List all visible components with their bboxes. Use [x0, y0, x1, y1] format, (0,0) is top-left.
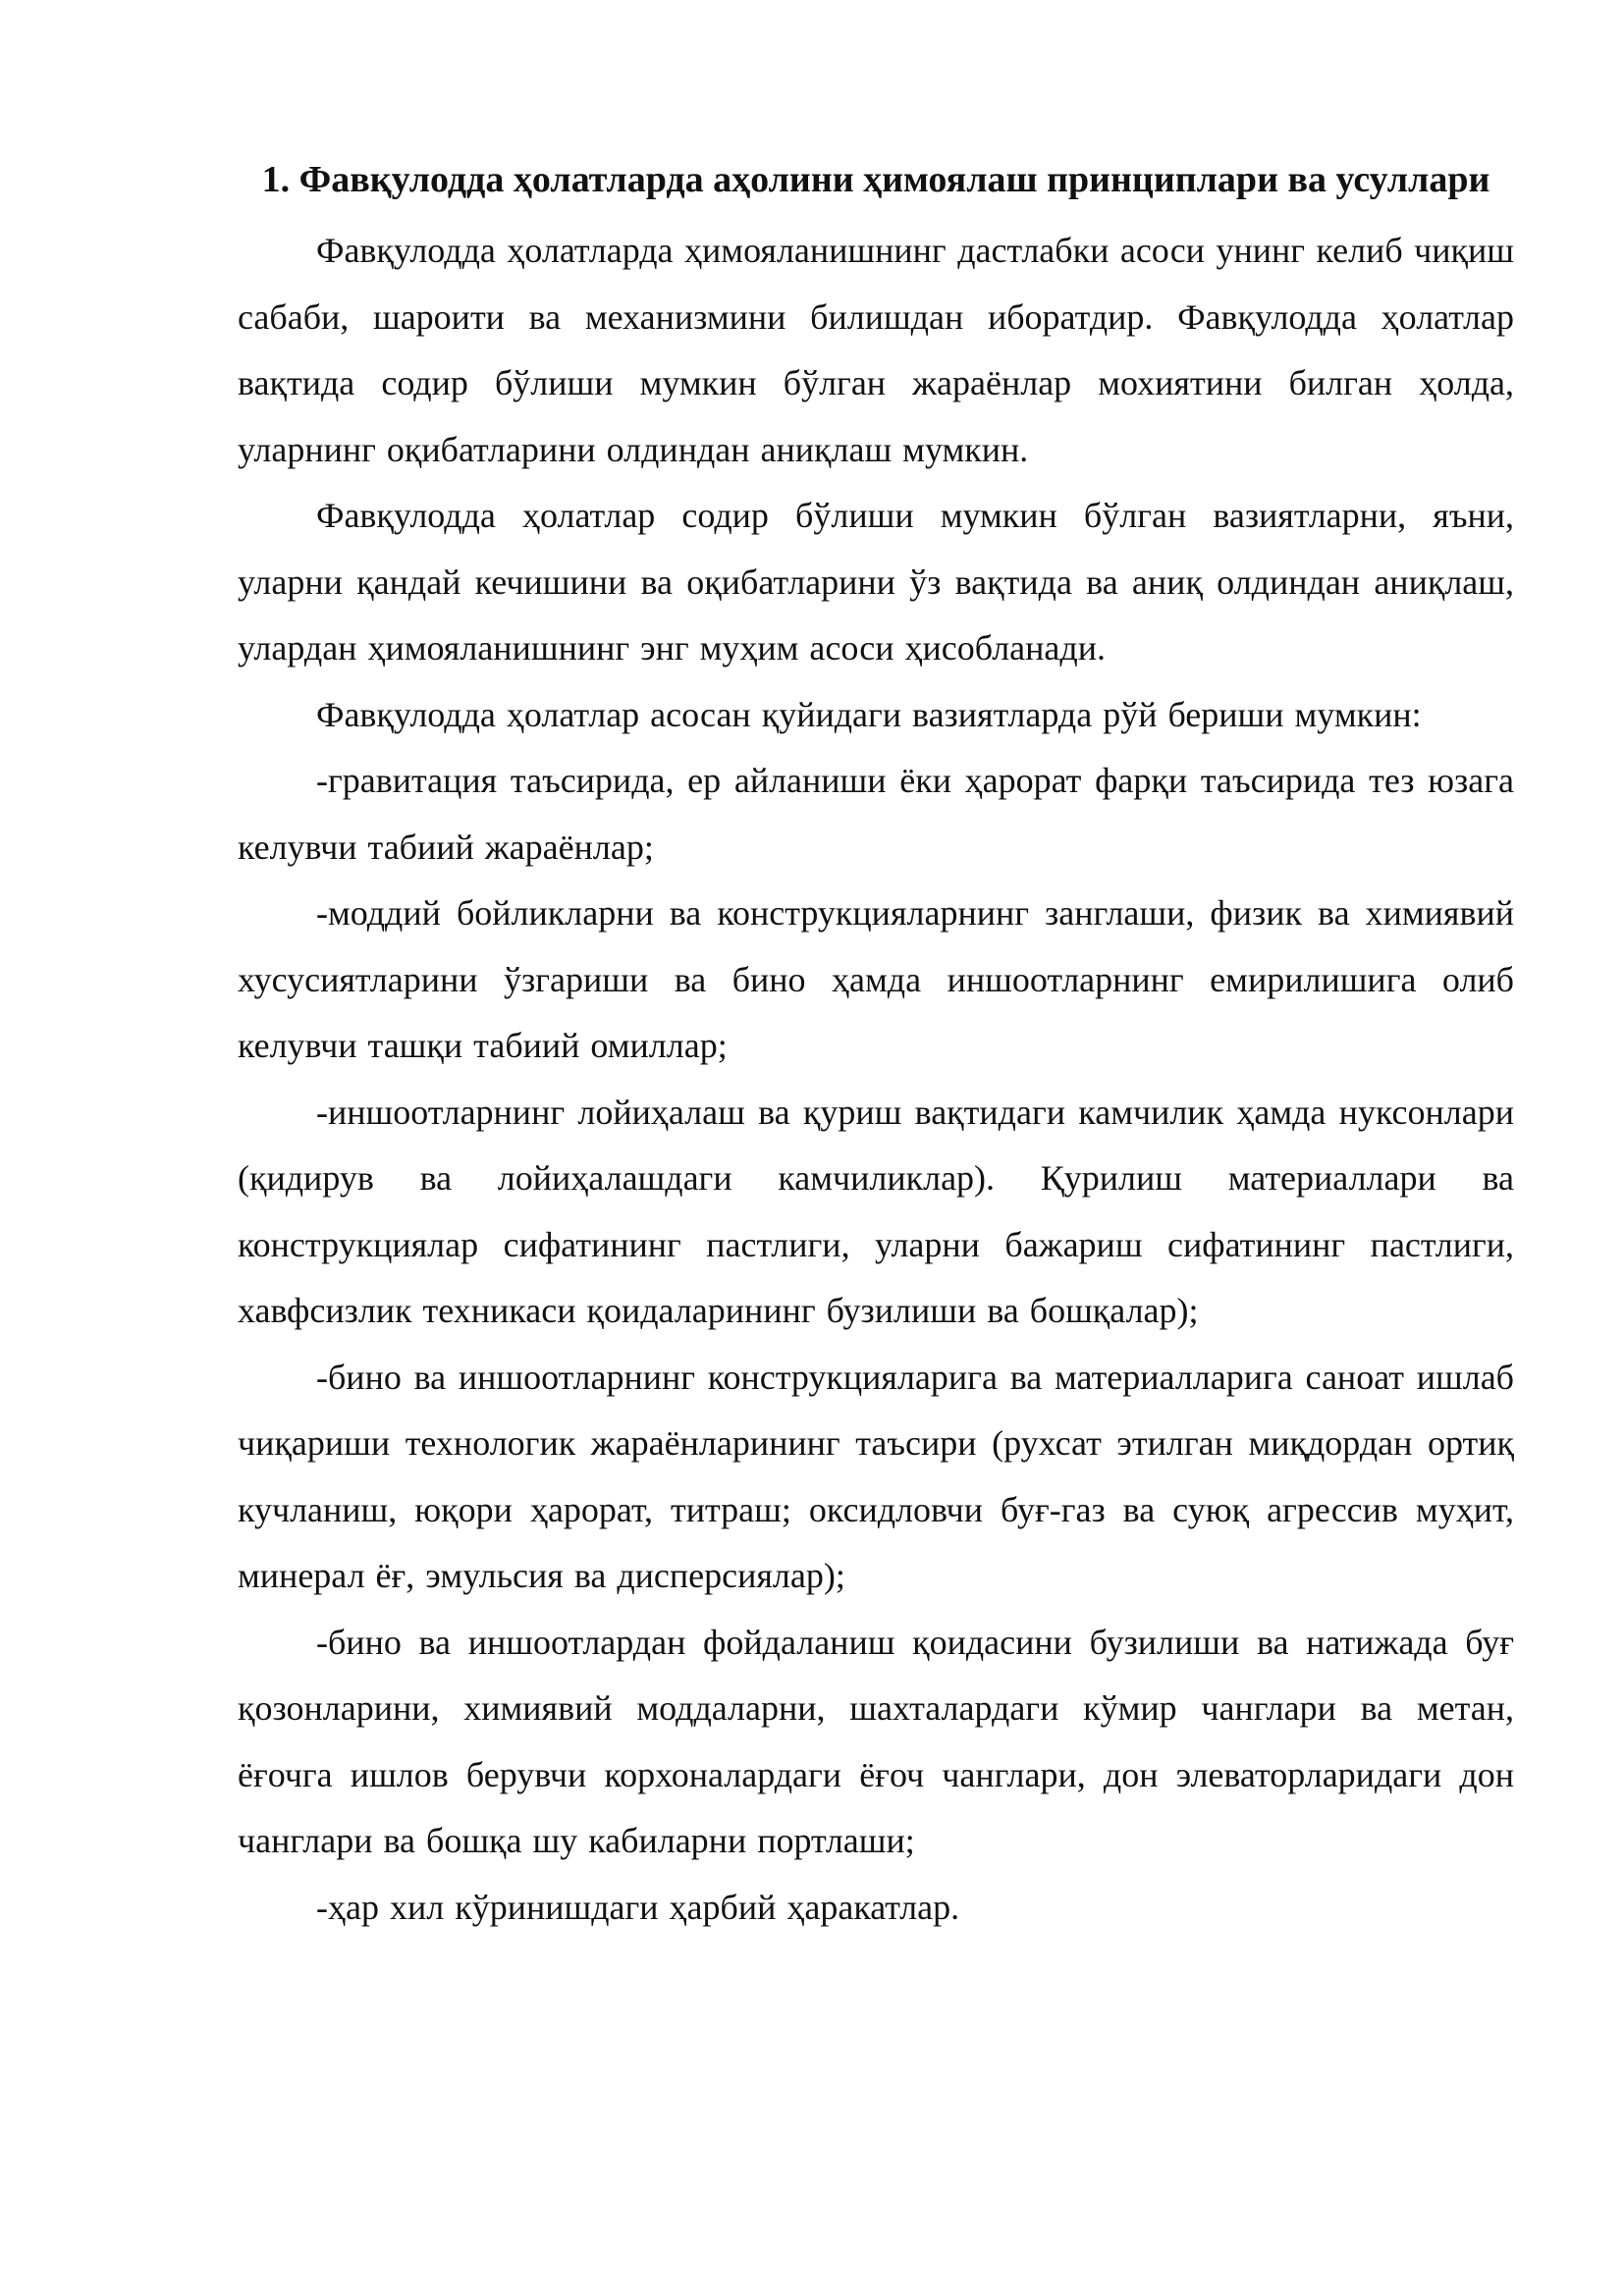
paragraph-list-intro: Фавқулодда ҳолатлар асосан қуйидаги вазиятларда рўй бериши мумкин:: [316, 694, 1422, 734]
list-item-design-defects: -иншоотларнинг лойиҳалаш ва қуриш вақтидаги камчилик ҳамда нуксонлари (қидирув ва лойиҳалашдаги камчиликлар). Қурилиш материаллари ва конструкциялар сифатининг пастлиги, уларни бажариш сифатининг пастлиги, хавфсизлик техникаси қоидаларининг бузилиши ва бошқалар);: [238, 1092, 1514, 1330]
list-item-external-factors: -моддий бойликларни ва конструкцияларнинг занглаши, физик ва химиявий хусусиятларини ўзгариши ва бино ҳамда иншоотларнинг емирилишига олиб келувчи ташқи табиий омиллар;: [238, 893, 1514, 1065]
paragraph-intro: Фавқулодда ҳолатларда ҳимояланишнинг дастлабки асоси унинг келиб чиқиш сабаби, шароити ва механизмини билишдан иборатдир. Фавқулодда ҳолатлар вақтида содир бўлиши мумкин бўлган жараёнлар мохиятини билган ҳолда, уларнинг оқибатларини олдиндан аниқлаш мумкин.: [238, 231, 1514, 469]
list-item-military-actions: -ҳар хил кўринишдаги ҳарбий ҳаракатлар.: [316, 1887, 960, 1927]
paragraph-prediction: Фавқулодда ҳолатлар содир бўлиши мумкин бўлган вазиятларни, яъни, уларни қандай кечишини ва оқибатларини ўз вақтида ва аниқ олдиндан аниқлаш, улардан ҳимояланишнинг энг муҳим асоси ҳисобланади.: [238, 496, 1514, 667]
list-item-explosions: -бино ва иншоотлардан фойдаланиш қоидасини бузилиши ва натижада буғ қозонларини, химиявий моддаларни, шахталардаги кўмир чанглари ва метан, ёғочга ишлов берувчи корхоналардаги ёғоч чанглари, дон элеваторларидаги дон чанглари ва бошқа шу кабиларни портлаши;: [238, 1622, 1514, 1860]
list-item-industrial-impact: -бино ва иншоотларнинг конструкцияларига ва материалларига саноат ишлаб чиқариши технологик жараёнларининг таъсири (рухсат этилган миқдордан ортиқ кучланиш, юқори ҳарорат, титраш; оксидловчи буғ-газ ва суюқ агрессив муҳит, минерал ёғ, эмульсия ва дисперсиялар);: [238, 1357, 1514, 1595]
page-content: [238, 147, 1514, 1941]
list-item-natural-processes: -гравитация таъсирида, ер айланиши ёки ҳарорат фарқи таъсирида тез юзага келувчи табиий жараёнлар;: [238, 761, 1514, 867]
section-title: 1. Фавқулодда ҳолатларда аҳолини ҳимоялаш принциплари ва усуллари: [261, 159, 1490, 200]
